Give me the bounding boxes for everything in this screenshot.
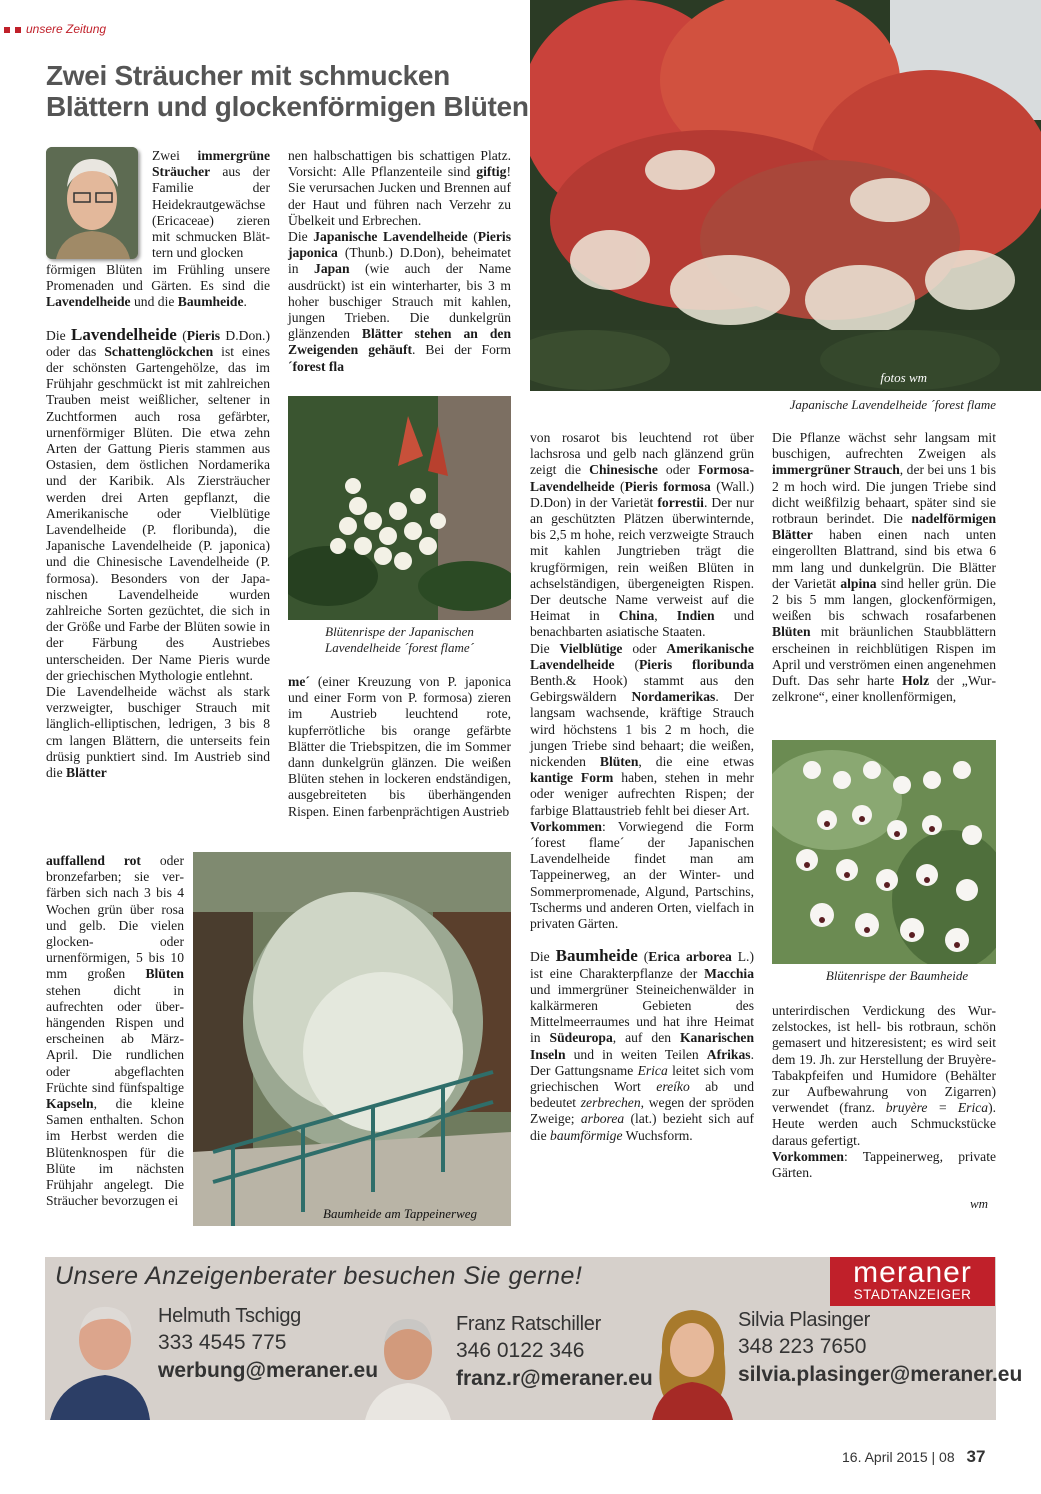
advisor-name-2: Franz Ratschiller (456, 1313, 601, 1335)
article-title: Zwei Sträucher mit schmucken Blättern und glockenförmigen Blüten (46, 60, 529, 122)
advisor-contact-2 (456, 1313, 653, 1391)
article-column-2b: me´ (einer Kreuzung von P. japonica und einer Form von P. formosa) zieren im Austrieb leuchtend rote, kupferrötliche bis orange gefärbte Blätter die Triebspitzen, die im Sommer dann dunkelgrün glänzen. Die weißen Blüten stehen in lockeren endständigen, ausgebreiteten bis überhängenden Rispen. Einen farbenprächtigen Austrieb (288, 674, 511, 819)
page-number: 37 (966, 1447, 986, 1466)
meraner-logo: meraner STADTANZEIGER (830, 1257, 995, 1306)
footer (842, 1447, 985, 1467)
article-column-1: Zwei immergrüne Sträucher aus der Familie der Heidekrautgewächse (Ericaceae) zieren mit schmucken Blättern und glocken (152, 148, 270, 261)
ad-banner (45, 1256, 1023, 1420)
ad-headline: Unsere Anzeigenberater besuchen Sie gerne! (55, 1262, 583, 1290)
red-square-icon (15, 27, 21, 33)
pieris-flower-photo (288, 396, 511, 620)
red-square-icon (4, 27, 10, 33)
advisor-photo-2 (363, 1309, 453, 1420)
advisor-phone-3[interactable]: 348 223 7650 (738, 1335, 867, 1358)
photo-credit: fotos wm (880, 370, 927, 385)
issue-date: 16. April 2015 | 08 (842, 1449, 955, 1465)
advisor-email-1[interactable]: werbung@meraner.eu (158, 1359, 379, 1382)
caption-heath-bush: Baumheide am Tappeinerweg (323, 1206, 478, 1221)
author-portrait (46, 147, 138, 259)
advisor-email-3[interactable]: silvia.plasinger@meraner.eu (738, 1363, 1023, 1386)
advisor-email-2[interactable]: franz.r@meraner.eu (456, 1367, 653, 1390)
caption-pieris-flower: Blütenrispe der Japanischen Lavendelheide ´forest flame´ (325, 624, 474, 655)
advisor-contact-1 (158, 1305, 378, 1383)
advisor-name-1: Helmuth Tschigg (158, 1305, 301, 1327)
caption-pieris-shrub: Japanische Lavendelheide ´forest flame (789, 397, 996, 412)
heath-flower-photo (772, 740, 996, 964)
advisor-name-3: Silvia Plasinger (738, 1309, 870, 1331)
article-column-1b: förmigen Blüten im Frühling unsere Promenaden und Gärten. Es sind die Lavendelheide und die Baumheide. Die Lavendelheide (Pieris D.Don.) oder das Schattenglöckchen ist eines der schönsten Gartengehölze, das im Frühjahr geschmückt ist mit zahlreichen Trauben meist weißlicher, seltener in Zuchtformen auch rosa gefärbter, urnenförmiger Blüten. Die etwa zehn Arten der Gattung Pieris stammen aus Ostasien, dem östlichen Nordamerika und der Karibik. Als Ziersträucher werden drei Arten gepflanzt, die Amerikanische oder Vielblütige Lavendelheide (P. floribunda), die Japanische Lavendelheide (P. japonica) und die Chinesische Lavendelheide (P. formosa). Besonders von der Japanischen Lavendelheide wurden zahlreiche Sorten gezüchtet, die sich in der Größe und Farbe der Blüten sowie in der Färbung des Austriebes unterscheiden. Der Name Pieris wurde der griechischen Mythologie entlehnt. Die Lavendelheide wächst als stark verzweigter, buschiger Strauch mit länglich-elliptischen, ledrigen, 3 bis 8 cm langen Blättern, die unterseits fein drüsig punktiert sind. Im Austrieb sind die Blätter (46, 262, 270, 781)
publication-label: unsere Zeitung (4, 22, 106, 36)
heath-bush-photo (193, 852, 511, 1226)
article-column-2: nen halbschattigen bis schattigen Platz. Vorsicht: Alle Pflanzenteile sind giftig! Sie verursachen Jucken und Brennen auf der Haut und führen nach Verzehr zu Übelkeit und Erbrechen. Die Japanische Lavendelheide (Pieris japonica (Thunb.) D.Don), beheimatet in Japan (wie auch der Name ausdrückt) ist ein winterharter, bis 3 m hoher buschiger Strauch mit kahlen, jungen Trieben. Die dunkelgrün glänzenden Blätter stehen an den Zweigenden gehäuft. Bei der Form ´forest fla (288, 148, 511, 374)
author-signature: wm (970, 1196, 989, 1211)
caption-heath-flower: Blütenrispe der Baumheide (825, 968, 969, 983)
pieris-shrub-photo (530, 0, 1041, 391)
advisor-phone-2[interactable]: 346 0122 346 (456, 1339, 585, 1362)
advisor-photo-1 (50, 1295, 150, 1420)
article-column-3: von rosarot bis leuchtend rot über lachsrosa und gelb nach glänzend grün zeigt die Chinesische oder Formosa-Lavendelheide (Pieris formosa (Wall.) D.Don) in der Varietät forrestii. Der nur an geschützten Plätzen überwinternde, bis 2,5 m hohe, reich verzweigte Strauch mit kahlen Jungtrieben trägt die krugförmigen, rein weißen Blüten in achselständigen, übergeneigten Rispen. Der deutsche Name verweist auf die Heimat in China, Indien und benachbarten asiatische Staaten. Die Vielblütige oder Amerikanische Lavendelheide (Pieris floribunda Benth.& Hook) stammt aus den Gebirgswäldern Nordamerikas. Der langsam wachsende, kräftige Strauch wird höchstens 1 bis 2 m hoch, die jungen Triebe sind behaart; die weißen, nickenden Blüten, die eine etwas kantige Form haben, stehen in mehr oder weniger aufrechten Rispen; der farbige Blattaustrieb fehlt bei dieser Art. Vorkommen: Vorwiegend die Form ´forest flame´ der Japanischen Lavendelheide findet man am Tappeinerweg, an der Winter- und Sommerpromenade, Algund, Partschins, Tscherms und anderen Orten, vielfach in privaten Gärten. Die Baumheide (Erica arborea L.) ist eine Charakterpflanze der Macchia und immergrüner Steineichenwälder in kalkärmeren Gebieten des Mittelmeerraumes und hat ihre Heimat in Südeuropa, auf den Kanarischen Inseln und in weiten Teilen Afrikas. Der Gattungsname Erica leitet sich vom griechischen Wort ereíko ab und bedeutet zerbrechen, wegen der spröden Zweige; arborea (lat.) bezieht sich auf die baumförmige Wuchsform. (530, 430, 755, 1143)
advisor-photo-3 (650, 1302, 735, 1420)
article-column-4: Die Pflanze wächst sehr langsam mit buschigen, aufrechten Zweigen als immergrüner Strauch, der bei uns 1 bis 2 m hoch wird. Die jungen Triebe sind dicht weißfilzig behaart, später sind sie rotbraun berindet. Die nadelförmigen Blätter haben einen nach unten eingerollten Blattrand, sind bis etwa 6 mm lang und dunkelgrün. Die Blätter der Varietät alpina sind heller grün. Die 2 bis 5 mm langen, glockenförmigen, weißen bis schwach rosafarbenen Blüten mit bräunlichen Staubblättern erscheinen in reichblütigen Rispen im April und verströmen einen angenehmen Duft. Das sehr harte Holz der „Wurzelkrone“, einer knollenförmigen, (772, 430, 996, 705)
advisor-contact-3 (738, 1309, 1022, 1387)
article-column-4b: unterirdischen Verdickung des Wurzelstockes, ist hell- bis rotbraun, schön gemasert und hitzeresistent; es wird seit dem 19. Jh. zur Herstellung der Bruyère-Tabakpfeifen und Humidore (Behälter zur Aufbewahrung von Zigarren) verwendet (franz. bruyère = Erica). Heute werden auch Schmuckstücke daraus gefertigt. Vorkommen: Tappeinerweg, private Gärten. (772, 1003, 996, 1181)
article-column-1c: auffallend rot oder bronzefarben; sie verfärben sich nach 3 bis 4 Wochen grün über rosa und gelb. Die vielen glocken- oder urnenförmigen, 5 bis 10 mm großen Blüten stehen dicht in aufrechten oder überhängenden Rispen und erscheinen ab März-April. Die rundlichen oder abgeflachten Früchte sind fünfspaltige Kapseln, die kleine Samen enthalten. Schon im Herbst werden die Blütenknospen für die Blüte im nächsten Frühjahr angelegt. Die Sträucher bevorzugen ei (46, 853, 184, 1209)
advisor-phone-1[interactable]: 333 4545 775 (158, 1331, 287, 1354)
